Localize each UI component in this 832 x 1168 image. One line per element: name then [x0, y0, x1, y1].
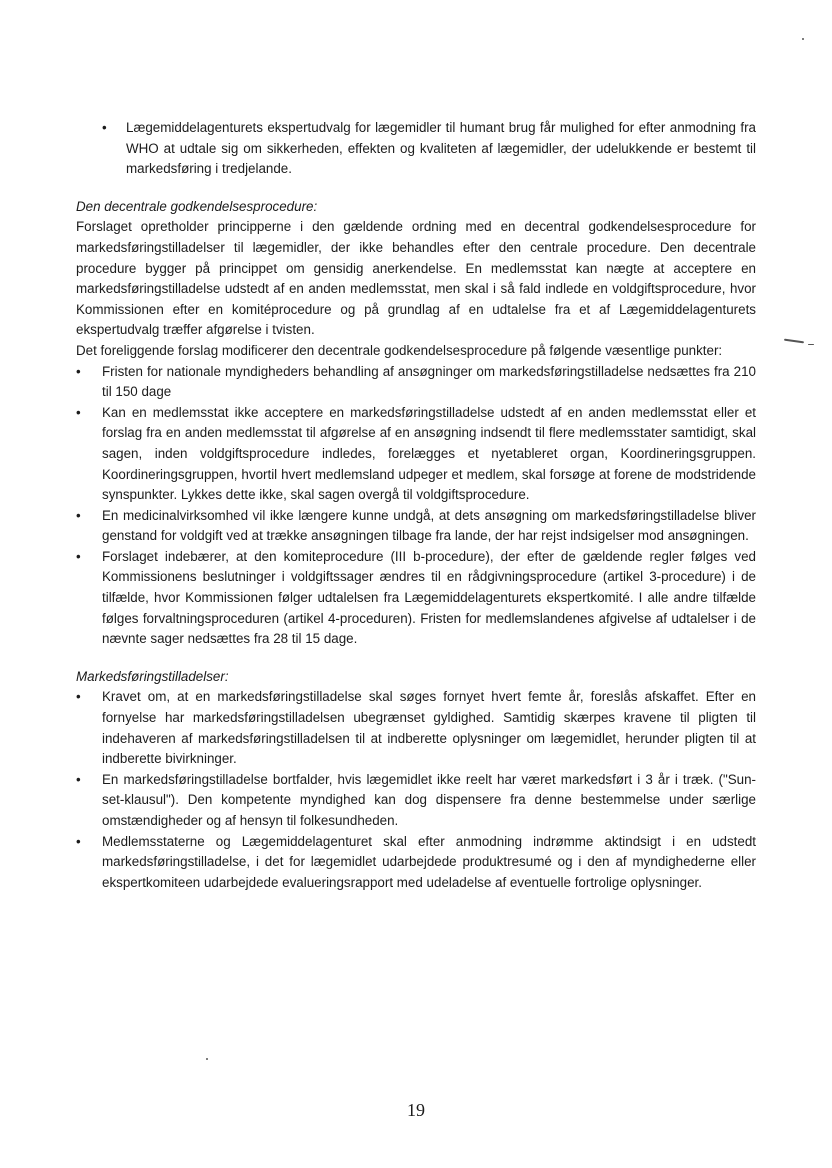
- bullet-dot: •: [76, 404, 81, 420]
- paragraph-decentral-1: Forslaget opretholder principperne i den gældende ordning med en decentral godkendelsesprocedure for markedsføringstilladelser til lægemidler, der ikke behandles efter den centrale procedure. Den decentrale procedure bygger på princippet om gensidig anerkendelse. En medlemsstat kan nægte at acceptere en markedsføringstilladelse udstedt af en anden medlemsstat, men skal i så fald indlede en voldgiftsprocedure, hvor Kommissionen efter en komitéprocedure og på grundlag af en udtalelse fra et af Lægemiddelagenturets ekspertudvalg træffer afgørelse i tvisten.: [76, 219, 756, 338]
- bullet-dot: •: [102, 120, 107, 135]
- bullet-dot: •: [76, 689, 81, 705]
- section-heading-marketing: Markedsføringstilladelser:: [76, 668, 229, 684]
- bullet-dot: •: [76, 507, 81, 523]
- list-item: [76, 832, 756, 894]
- list-item: [76, 770, 756, 832]
- page-number: 19: [407, 1100, 425, 1120]
- scan-speck: [206, 1058, 208, 1060]
- decentral-bullet-list: [76, 362, 756, 650]
- list-item-text: Kravet om, at en markedsføringstilladelse skal søges fornyet hvert femte år, foreslås afskaffet. Efter en fornyelse har markedsføringstilladelsen ubegrænset gyldighed. Samtidig skærpes kravene til pligten til indehaveren af markedsføringstilladelsen til at indberette oplysninger om lægemidlet, herunder pligten til at indberette bivirkninger.: [102, 689, 756, 767]
- intro-bullet-item: [76, 118, 756, 180]
- list-item-text: Forslaget indebærer, at den komiteprocedure (III b-procedure), der efter de gældende regler følges ved Kommissionens beslutninger i voldgiftssager ændres til en rådgivningsprocedure (artikel 3-procedure) i de tilfælde, hvor Kommissionen følger udtalelsen fra Lægemiddelagenturets ekspertkomité. I alle andre tilfælde følges forvaltningsproceduren (artikel 4-proceduren). Fristen for medlemslandenes afgivelse af udtalelser i de nævnte sager nedsættes fra 28 til 15 dage.: [102, 548, 756, 647]
- list-item-text: En medicinalvirksomhed vil ikke længere kunne undgå, at dets ansøgning om markedsføringstilladelse bliver genstand for voldgift ved at trække ansøgningen tilbage fra lande, der har rejst indsigelser mod ansøgningen.: [102, 507, 756, 544]
- scan-speck: [784, 339, 804, 344]
- list-item: [76, 403, 756, 506]
- paragraph-decentral-2: Det foreliggende forslag modificerer den decentrale godkendelsesprocedure på følgende væsentlige punkter:: [76, 342, 723, 358]
- bullet-dot: •: [76, 833, 81, 849]
- bullet-dot: •: [76, 548, 81, 564]
- document-body: [76, 118, 756, 910]
- list-item-text: Kan en medlemsstat ikke acceptere en markedsføringstilladelse udstedt af en anden medlemsstat eller et forslag fra en anden medlemsstat til afgørelse af en ansøgning indsendt til flere medlemsstater samtidigt, skal sagen, inden voldgiftsprocedure indledes, forelægges et nyetableret organ, Koordineringsgruppen. Koordineringsgruppen, hvortil hvert medlemsland udpeger et medlem, skal forsøge at forene de modstridende synspunkter. Lykkes dette ikke, skal sagen overgå til voldgiftsprocedure.: [102, 404, 756, 503]
- list-item: [76, 687, 756, 769]
- scan-speck: [808, 344, 814, 345]
- section-heading-decentral: Den decentrale godkendelsesprocedure:: [76, 198, 318, 214]
- bullet-dot: •: [76, 363, 81, 379]
- list-item: [76, 506, 756, 547]
- scan-speck: [802, 38, 804, 40]
- list-item-text: Fristen for nationale myndigheders behandling af ansøgninger om markedsføringstilladelse nedsættes fra 210 til 150 dage: [102, 363, 756, 400]
- marketing-bullet-list: [76, 687, 756, 893]
- list-item: [76, 362, 756, 403]
- intro-bullet-text: Lægemiddelagenturets ekspertudvalg for lægemidler til humant brug får mulighed for efter anmodning fra WHO at udtale sig om sikkerheden, effekten og kvaliteten af lægemidler, der udelukkende er bestemt til markedsføring i tredjelande.: [126, 120, 756, 177]
- bullet-dot: •: [76, 771, 81, 787]
- list-item: [76, 547, 756, 650]
- list-item-text: Medlemsstaterne og Lægemiddelagenturet skal efter anmodning indrømme aktindsigt i en udstedt markedsføringstilladelse, i det for lægemidlet udarbejdede produktresumé og i den af myndighederne eller ekspertkomiteen udarbejdede evalueringsrapport med udeladelse af eventuelle fortrolige oplysninger.: [102, 833, 756, 890]
- list-item-text: En markedsføringstilladelse bortfalder, hvis lægemidlet ikke reelt har været markedsført i 3 år i træk. ("Sun-set-klausul"). Den kompetente myndighed kan dog dispensere fra denne bestemmelse under særlige omstændigheder og af hensyn til folkesundheden.: [102, 771, 756, 828]
